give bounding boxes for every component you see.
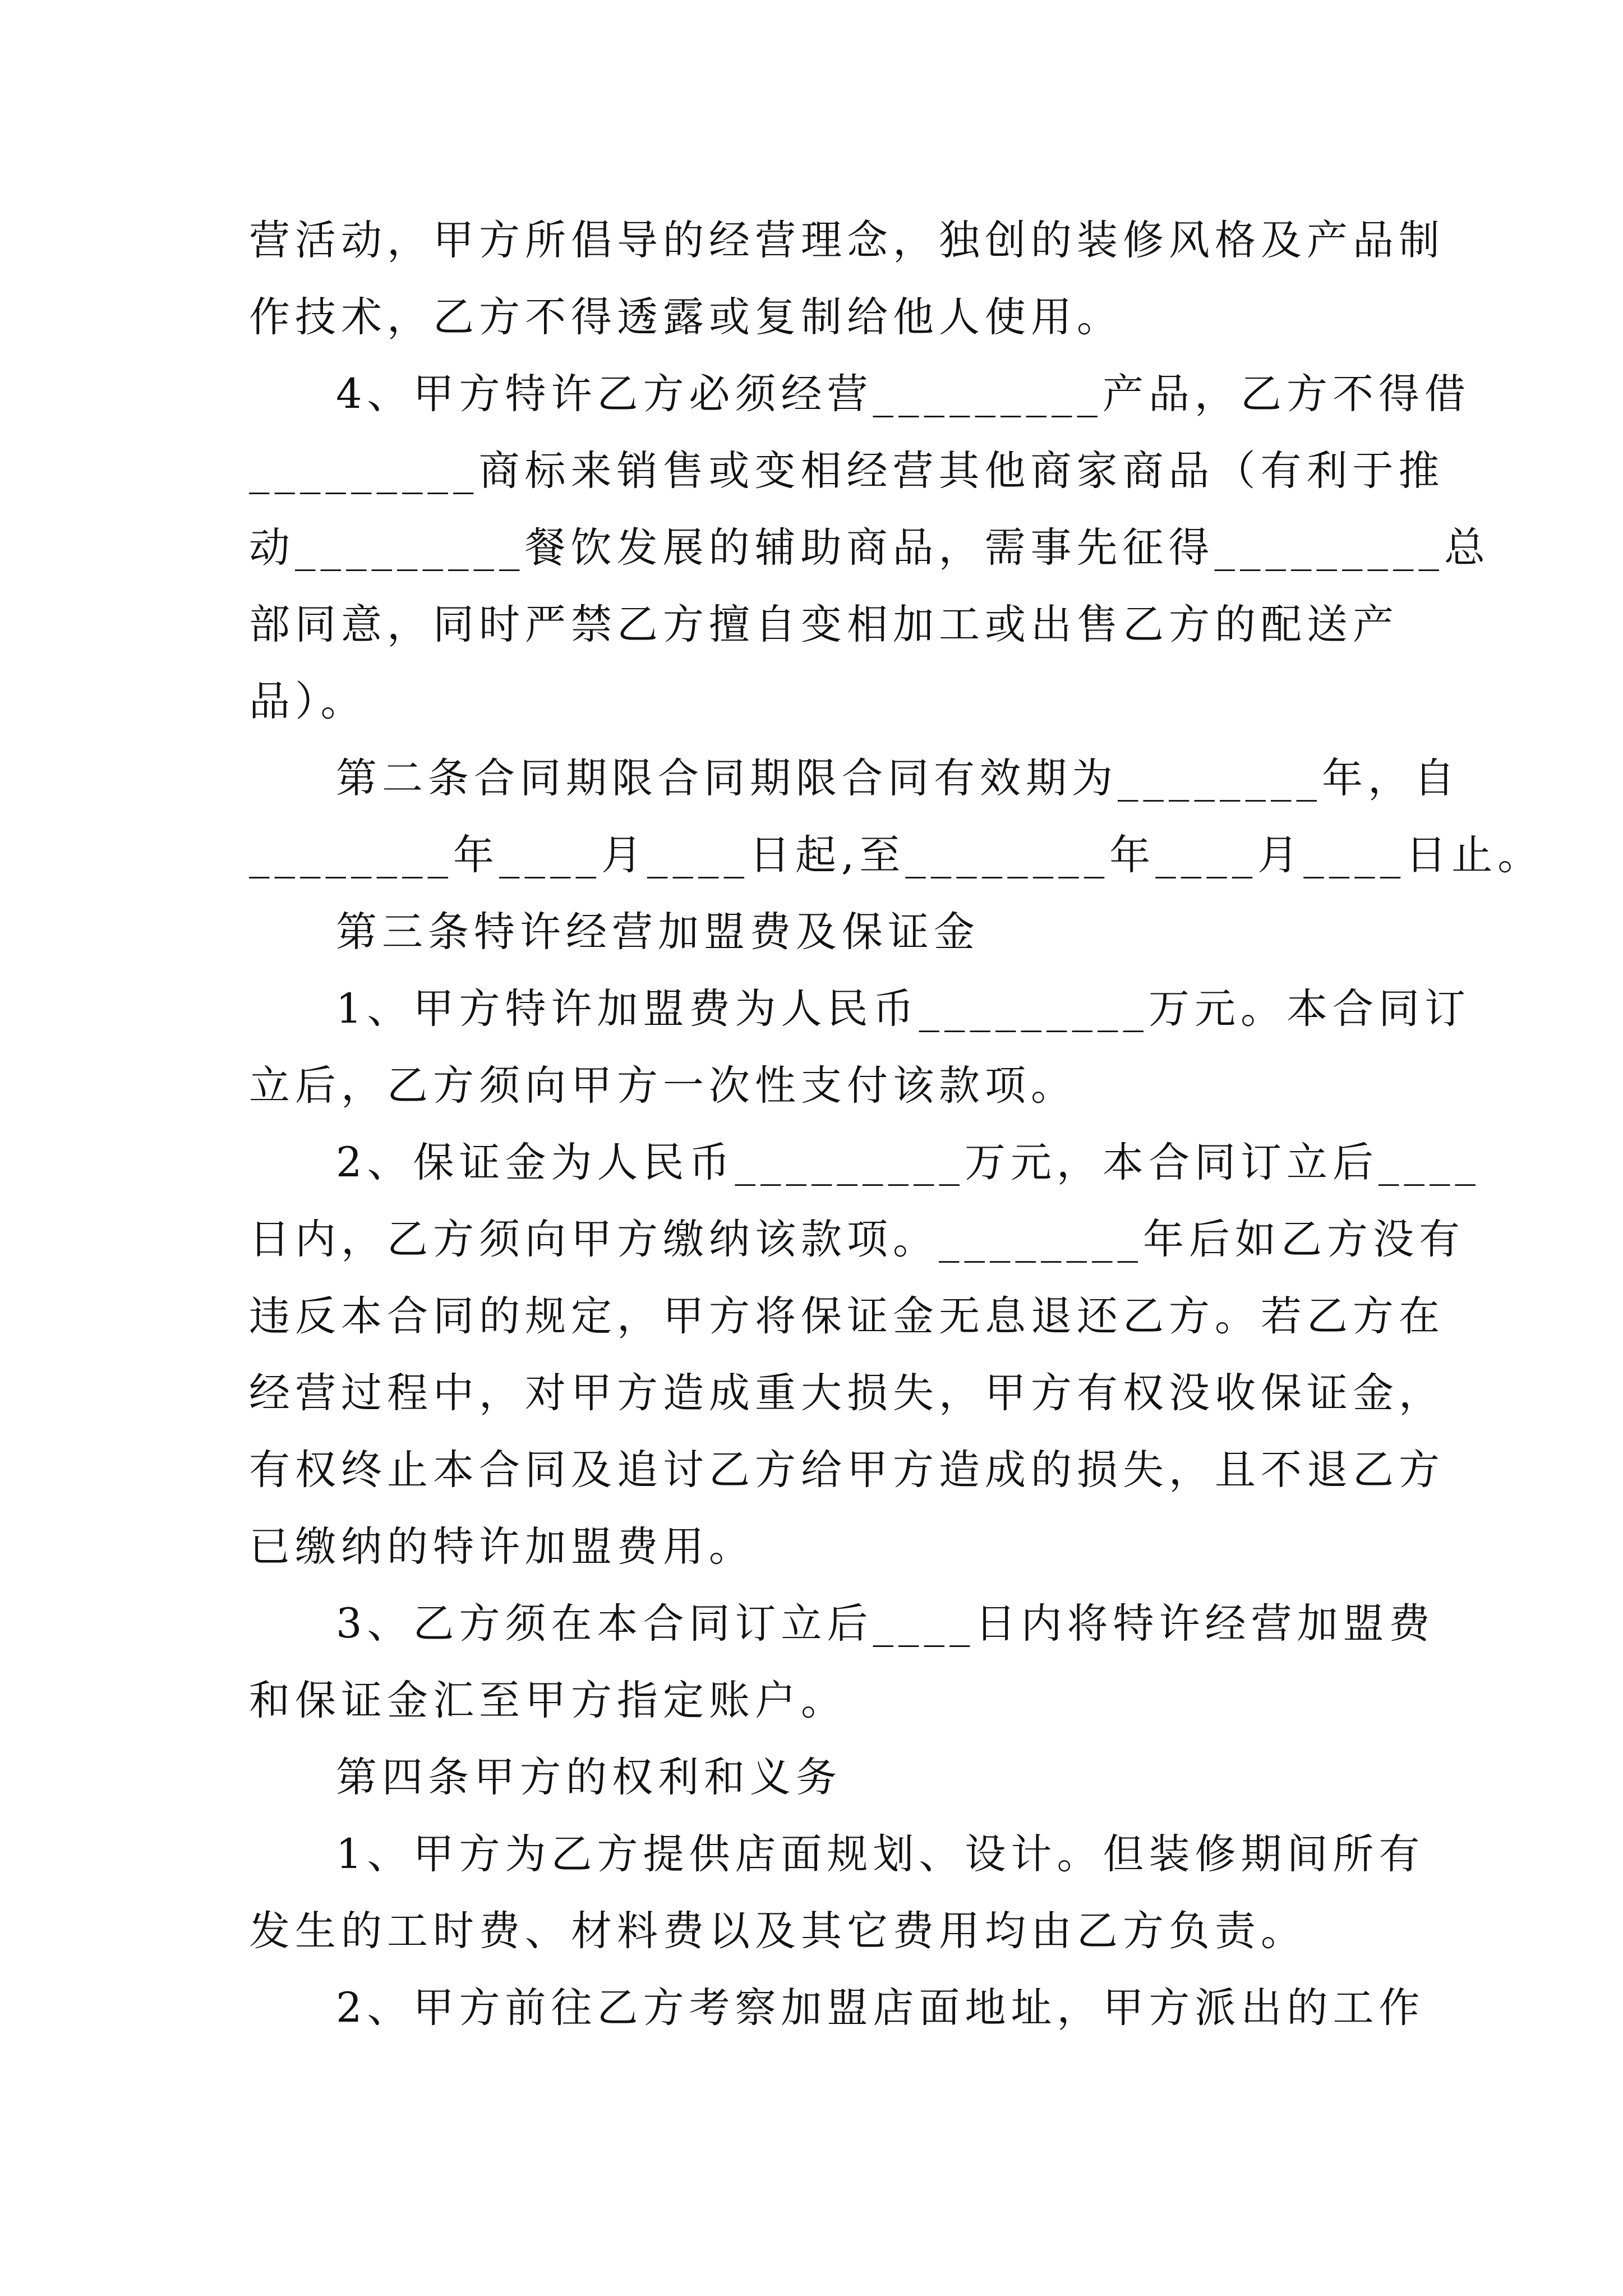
text-line: 1、甲方特许加盟费为人民币_________万元。本合同订 <box>336 985 1470 1033</box>
text-line: ________年____月____日起,至________年____月____日止。 <box>249 831 1544 879</box>
text-line: 部同意，同时严禁乙方擅自变相加工或出售乙方的配送产 <box>249 601 1399 648</box>
text-line: 营活动，甲方所倡导的经营理念，独创的装修风格及产品制 <box>249 217 1445 264</box>
text-line: 已缴纳的特许加盟费用。 <box>249 1523 755 1571</box>
text-line: 作技术，乙方不得透露或复制给他人使用。 <box>249 293 1123 341</box>
text-line: 4、甲方特许乙方必须经营_________产品，乙方不得借 <box>336 370 1470 418</box>
text-line: 经营过程中，对甲方造成重大损失，甲方有权没收保证金， <box>249 1369 1445 1417</box>
text-line: 违反本合同的规定，甲方将保证金无息退还乙方。若乙方在 <box>249 1292 1445 1340</box>
text-line: 2、甲方前往乙方考察加盟店面地址，甲方派出的工作 <box>336 1984 1425 2032</box>
text-line: 发生的工时费、材料费以及其它费用均由乙方负责。 <box>249 1907 1307 1955</box>
document-body <box>249 202 1544 2046</box>
section-heading: 第四条甲方的权利和义务 <box>336 1754 842 1801</box>
text-line: _________商标来销售或变相经营其他商家商品（有利于推 <box>249 447 1445 495</box>
text-line: 和保证金汇至甲方指定账户。 <box>249 1677 847 1724</box>
section-heading: 第二条合同期限合同期限合同有效期为________年，自 <box>336 754 1460 802</box>
text-line: 有权终止本合同及追讨乙方给甲方造成的损失，且不退乙方 <box>249 1446 1445 1494</box>
text-line: 动_________餐饮发展的辅助商品，需事先征得_________总 <box>249 524 1490 572</box>
text-line: 3、乙方须在本合同订立后____日内将特许经营加盟费 <box>336 1600 1435 1648</box>
text-line: 立后，乙方须向甲方一次性支付该款项。 <box>249 1062 1077 1110</box>
section-heading: 第三条特许经营加盟费及保证金 <box>336 908 980 956</box>
text-line: 1、甲方为乙方提供店面规划、设计。但装修期间所有 <box>336 1830 1425 1878</box>
text-line: 品）。 <box>249 678 367 725</box>
text-line: 2、保证金为人民币_________万元，本合同订立后____ <box>336 1139 1481 1186</box>
text-line: 日内，乙方须向甲方缴纳该款项。________年后如乙方没有 <box>249 1216 1465 1263</box>
